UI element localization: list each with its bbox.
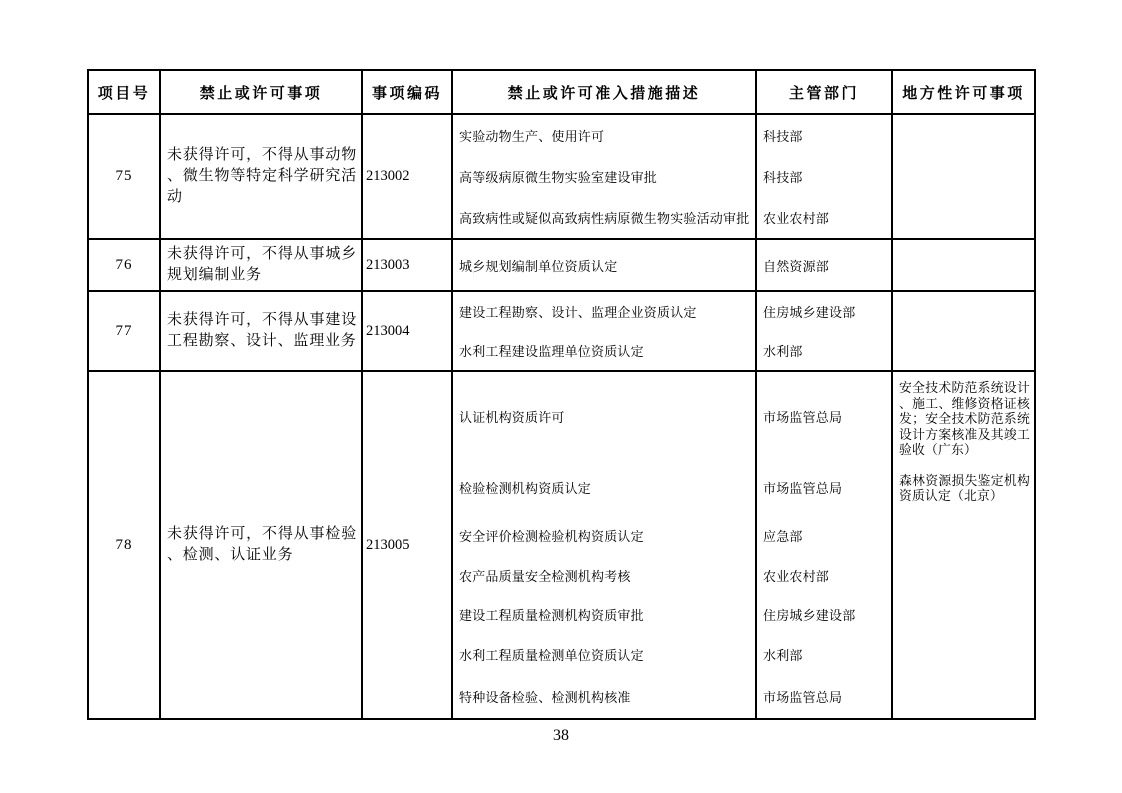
row-id: 76 [89,240,161,290]
local-permit: 森林资源损失鉴定机构资质认定（北京） [899,473,1030,503]
row-code: 213003 [363,240,453,290]
measure-desc: 特种设备检验、检测机构核准 [453,674,757,718]
row-item-text: 未获得许可，不得从事城乡规划编制业务 [167,246,357,283]
measures-cell [453,240,893,290]
column-header-item-number: 项目号 [89,71,161,113]
measure-row [453,197,891,238]
measure-desc: 认证机构资质许可 [453,372,757,460]
row-item-cell [161,292,363,370]
row-item-cell [161,240,363,290]
row-item-text: 未获得许可，不得从事检验、检测、认证业务 [167,526,357,563]
local-permits-cell [893,240,1034,290]
measure-dept: 水利部 [763,647,803,663]
measure-desc: 安全评价检测检验机构资质认定 [453,515,757,555]
row-item-cell [161,115,363,238]
row-item-text: 未获得许可，不得从事建设工程勘察、设计、监理业务 [167,312,357,349]
measure-desc: 建设工程质量检测机构资质审批 [453,595,757,634]
row-item-text: 未获得许可，不得从事动物、微生物等特定科学研究活动 [167,147,357,205]
measure-desc: 实验动物生产、使用许可 [453,115,757,156]
measure-desc: 水利工程建设监理单位资质认定 [453,331,757,370]
measure-row [453,331,891,370]
column-header-local-permit-items: 地方性许可事项 [902,85,1025,102]
column-header-item-code: 事项编码 [363,71,453,113]
measure-row [453,460,891,515]
measure-dept: 住房城乡建设部 [763,608,856,623]
measure-desc: 高致病性或疑似高致病性病原微生物实验活动审批 [453,197,757,238]
table-row [89,115,1034,240]
measures-cell [453,292,893,370]
local-permit: 安全技术防范系统设计、施工、维修资格证核发；安全技术防范系统设计方案核准及其竣工验收（广东） [899,381,1030,457]
row-id: 78 [89,372,161,718]
measures-cell [453,115,893,238]
measure-dept: 市场监管总局 [763,481,843,496]
measure-dept: 应急部 [763,528,803,544]
page-number: 38 [553,727,569,744]
measure-row [453,115,891,156]
measures-cell [453,372,893,718]
measure-dept: 住房城乡建设部 [763,305,856,320]
measure-dept: 自然资源部 [763,258,830,274]
measure-row [453,372,891,460]
measure-row [453,156,891,197]
local-permits-cell [893,372,1034,718]
measure-row [453,634,891,674]
local-permits-cell [893,292,1034,370]
measure-desc: 检验检测机构资质认定 [453,460,757,515]
column-header-prohibited-or-permitted-item: 禁止或许可事项 [161,71,363,113]
measure-desc: 城乡规划编制单位资质认定 [453,240,757,290]
measure-desc: 建设工程勘察、设计、监理企业资质认定 [453,292,757,331]
measure-row [453,555,891,595]
row-id: 75 [89,115,161,238]
measure-dept: 农业农村部 [763,211,830,226]
measure-dept: 科技部 [763,170,803,185]
measure-dept: 市场监管总局 [763,409,843,425]
table-row [89,292,1034,372]
measure-desc: 高等级病原微生物实验室建设审批 [453,156,757,197]
measure-dept: 水利部 [763,344,803,359]
measure-row [453,595,891,634]
measure-dept: 科技部 [763,129,803,144]
local-permits-cell [893,115,1034,238]
table-header-row [89,71,1034,115]
table-row [89,240,1034,292]
column-header-measure-description: 禁止或许可准入措施描述 [453,71,757,113]
row-code: 213004 [363,292,453,370]
measure-row [453,674,891,718]
measure-dept: 农业农村部 [763,568,830,584]
table-row [89,372,1034,718]
measure-dept: 市场监管总局 [763,689,843,705]
measure-row [453,515,891,555]
row-item-cell [161,372,363,718]
measure-desc: 水利工程质量检测单位资质认定 [453,634,757,674]
measure-row [453,292,891,331]
row-code: 213005 [363,372,453,718]
row-id: 77 [89,292,161,370]
row-code: 213002 [363,115,453,238]
measure-row [453,240,891,290]
measure-desc: 农产品质量安全检测机构考核 [453,555,757,595]
column-header-competent-department: 主管部门 [757,71,893,113]
permit-items-table [87,69,1036,720]
